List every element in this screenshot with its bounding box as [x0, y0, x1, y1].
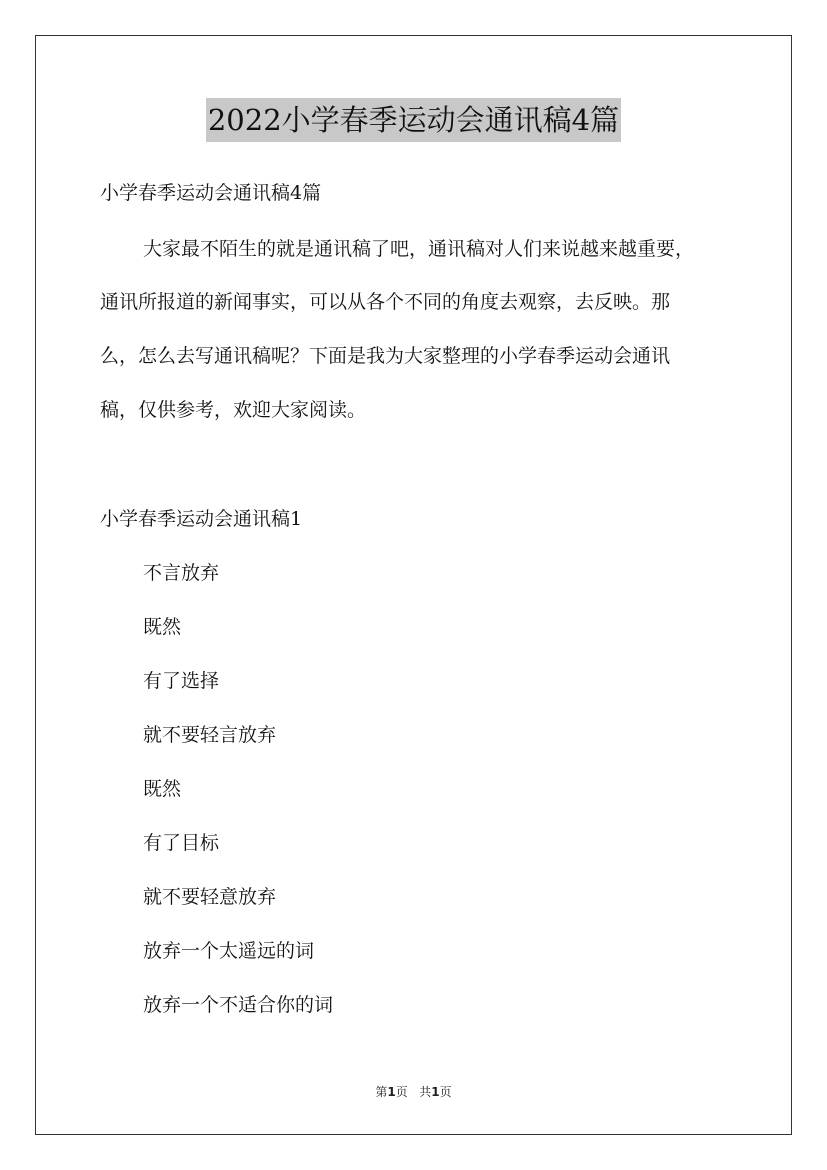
section-heading: 小学春季运动会通讯稿1	[100, 508, 303, 530]
intro-line-1: 大家最不陌生的就是通讯稿了吧，通讯稿对人们来说越来越重要，	[143, 238, 695, 260]
intro-line-4: 稿，仅供参考，欢迎大家阅读。	[100, 399, 367, 421]
document-title: 2022小学春季运动会通讯稿4篇	[206, 98, 621, 142]
page-mid: 页 共	[395, 1085, 432, 1099]
poem-line-7: 就不要轻意放弃	[143, 886, 277, 908]
poem-line-4: 就不要轻言放弃	[143, 724, 277, 746]
page-total: 1	[431, 1085, 440, 1099]
document-subtitle: 小学春季运动会通讯稿4篇	[100, 182, 322, 204]
intro-line-3: 么，怎么去写通讯稿呢？下面是我为大家整理的小学春季运动会通讯	[100, 345, 671, 367]
poem-line-6: 有了目标	[143, 832, 220, 854]
poem-line-2: 既然	[143, 616, 182, 638]
poem-line-5: 既然	[143, 778, 182, 800]
intro-line-2: 通讯所报道的新闻事实，可以从各个不同的角度去观察，去反映。那	[100, 291, 671, 313]
poem-line-9: 放弃一个不适合你的词	[143, 994, 334, 1016]
document-title-wrapper	[0, 98, 827, 142]
poem-line-3: 有了选择	[143, 670, 220, 692]
page-current: 1	[387, 1085, 396, 1099]
page-footer	[0, 1084, 827, 1100]
page-prefix: 第	[375, 1085, 388, 1099]
poem-line-8: 放弃一个太遥远的词	[143, 940, 315, 962]
poem-line-1: 不言放弃	[143, 562, 220, 584]
page-suffix: 页	[439, 1085, 452, 1099]
